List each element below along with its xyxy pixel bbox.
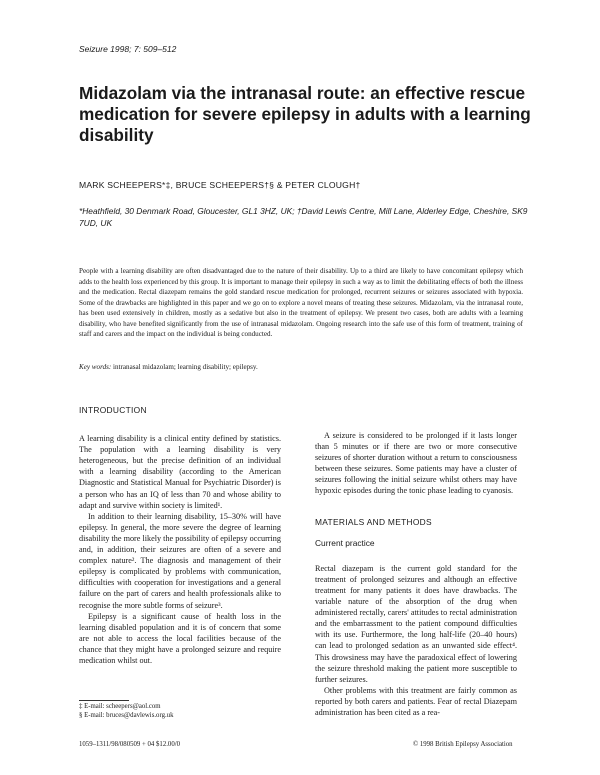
left-column <box>79 405 281 666</box>
footnote-email-1: ‡ E-mail: scheepers@aol.com <box>79 703 161 710</box>
current-practice-heading: Current practice <box>315 537 375 548</box>
copyright-line: © 1998 British Epilepsy Association <box>413 741 513 748</box>
right-paragraph-3: Other problems with this treatment are fairly common as reported by both carers and patients. Fear of rectal Diazepam administration has been cited as a rea- <box>315 685 517 717</box>
introduction-heading: INTRODUCTION <box>79 405 147 415</box>
author-list: MARK SCHEEPERS*‡, BRUCE SCHEEPERS†§ & PETER CLOUGH† <box>79 180 361 190</box>
intro-paragraph-1: A learning disability is a clinical entity defined by statistics. The population with a learning disability is very heterogeneous, but the precise definition of an individual with a learning disability (according to the American Diagnostic and Statistical Manual for Psychiatric Disorder) is a person who has an IQ of less than 70 and whose ability to adapt and survive within society is limited¹. <box>79 434 281 510</box>
keywords-label: Key words: <box>79 363 112 371</box>
footnotes <box>79 702 173 720</box>
intro-paragraph-3: Epilepsy is a significant cause of health loss in the learning disabled population and it is of concern that some are not able to access the local facilities because of the chance that they might have a prolonged seizure and require medication whilst out. <box>79 611 281 665</box>
right-paragraph-1: A seizure is considered to be prolonged if it lasts longer than 5 minutes or if there are two or more consecutive seizures of shorter duration without a return to consciousness between these seizures. Some patients may have a cluster of seizures following the initial seizure whilst others may have hypoxic episodes during the tonic phase leading to cyanosis. <box>315 431 517 496</box>
footnote-email-2: § E-mail: bruces@davlewis.org.uk <box>79 712 174 720</box>
footnote-divider <box>79 700 129 701</box>
issn-line: 1059–1311/98/080509 + 04 $12.00/0 <box>79 741 181 748</box>
article-title: Midazolam via the intranasal route: an effective rescue medication for severe epilepsy in adults with a learning disability <box>79 83 531 145</box>
intro-paragraph-2: In addition to their learning disability, 15–30% will have epilepsy. In general, the more severe the degree of learning disability the more likely the possibility of epilepsy occurring and, in addition, their seizures are often of a severe and complex nature². The diagnosis and management of their epilepsy is complicated by problems with communication, difficulties with cooperation for investigations and a general failure on the part of carers and health professionals alike to recognise the more subtle forms of seizure³. <box>79 511 281 610</box>
keywords-text: intranasal midazolam; learning disability; epilepsy. <box>113 363 258 371</box>
right-paragraph-2: Rectal diazepam is the current gold standard for the treatment of prolonged seizures and although an effective treatment for many patients it does have drawbacks. The variable nature of the absorption of the drug when administered rectally, carers' attitudes to rectal administration and the embarrassment to the patient compound difficulties with its use. Furthermore, the long half-life (20–40 hours) can lead to prolonged sedation as an unwanted side effect⁴. This drowsiness may have the paradoxical effect of lowering the seizure threshold making the patient more susceptible to further seizures. <box>315 563 517 684</box>
right-column <box>315 430 517 718</box>
methods-heading: MATERIALS AND METHODS <box>315 516 432 527</box>
journal-reference: Seizure 1998; 7: 509–512 <box>79 44 177 54</box>
abstract: People with a learning disability are often disadvantaged due to the nature of their disability. Up to a third are likely to have concomitant epilepsy which adds to the health loss experienced by this group. It is important to manage their epilepsy in such a way as to limit the debilitating effects of both the illness and the medication. Rectal diazepam remains the gold standard rescue medication for prolonged, recurrent seizures or seizures associated with hypoxia. Some of the drawbacks are highlighted in this paper and we go on to explore a novel means of treating these seizures. Midazolam, via the intranasal route, has been used extensively in children, mostly as a sedative but also in the treatment of epilepsy. We present two cases, both are adults with a learning disability, who have benefited significantly from the use of intranasal midazolam. Ongoing research into the safe use of this form of treatment, training of staff and carers and the impact on the individual is being conducted. <box>79 267 523 338</box>
author-affiliations: *Heathfield, 30 Denmark Road, Gloucester, GL1 3HZ, UK; †David Lewis Centre, Mill Lane, Alderley Edge, Cheshire, SK9 7UD, UK <box>79 206 528 228</box>
keywords <box>79 363 258 371</box>
